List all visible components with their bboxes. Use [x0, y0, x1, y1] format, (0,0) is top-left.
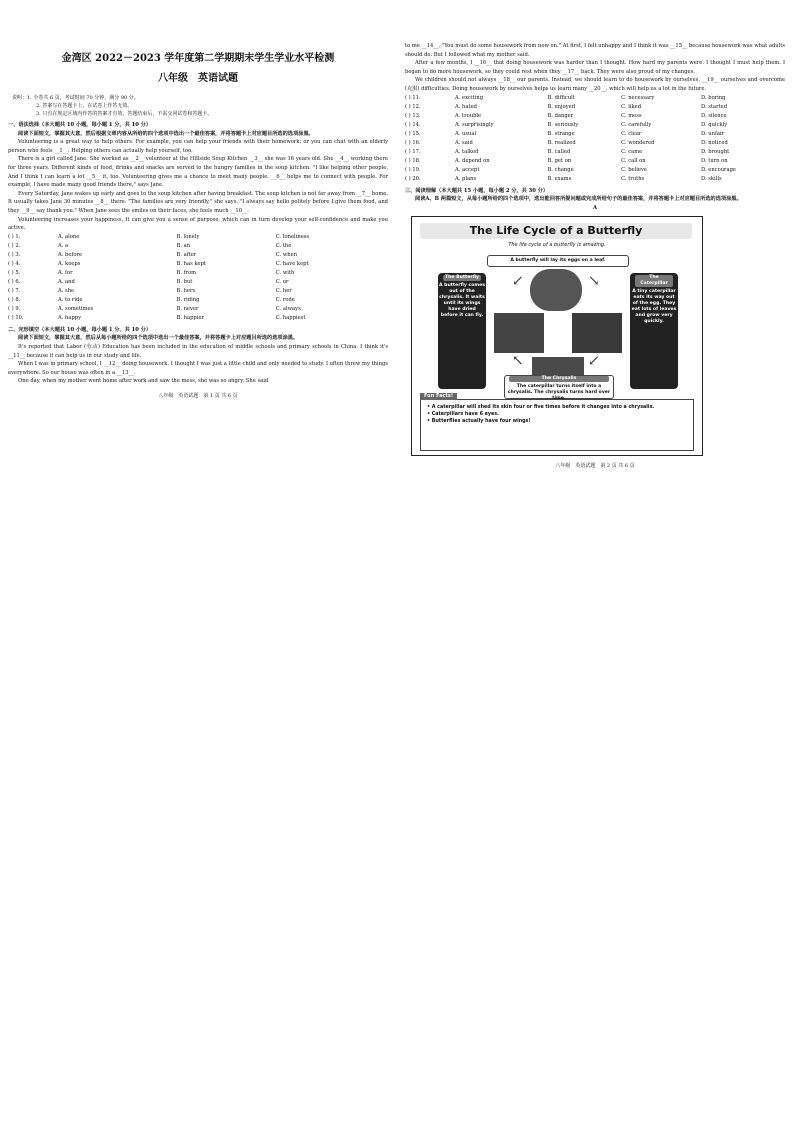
option-a: A. accept — [455, 166, 480, 173]
option-b: B. enjoyed — [547, 103, 576, 110]
option-b: B. seriously — [547, 121, 579, 128]
passage-paragraph: We children should not always __18__ our parents. Instead, we should learn to do housework by ourselves, __19__ ourselves and overcome (克服) difficulties. Doing housework by ourselves helps us learn many __20__, which will help us a lot in the future. — [405, 77, 785, 92]
option-a: A. before — [58, 251, 83, 258]
passage-paragraph: After a few months, I __16__ that doing housework was harder than I thought. How hard my parents were. I thought I must help them. I began to do more housework, so they could rest when they __17__ back. They were also proud of my changes. — [405, 60, 785, 75]
fun-fact: • Caterpillars have 6 eyes. — [427, 412, 499, 418]
option-c: C. loneliness — [275, 233, 310, 240]
passage-paragraph: It's reported that Labor (劳动) Education has been included in the education of middle schools and primary schools in China. I think it's __11__ because it can help us in our study and life. — [8, 343, 388, 359]
option-c: C. believe — [621, 166, 647, 173]
option-c: C. truths — [621, 175, 645, 182]
option-row — [8, 260, 388, 269]
question-number: ( ) 20. — [405, 175, 421, 182]
butterfly-stage-text: A butterfly comes out of the chrysalis. It waits until its wings have dried before it can fly. — [439, 283, 486, 319]
option-row — [8, 278, 388, 287]
section-2-options — [405, 94, 785, 184]
question-number: ( ) 15. — [405, 130, 421, 137]
option-c: C. rode — [275, 296, 295, 303]
exam-page-1 — [8, 42, 388, 400]
option-c: C. or — [275, 278, 289, 285]
option-row — [405, 94, 785, 103]
butterfly-infographic — [411, 216, 703, 456]
caterpillar-stage — [630, 273, 678, 389]
eggs-photo — [530, 269, 582, 311]
option-row — [8, 233, 388, 242]
question-number: ( ) 18. — [405, 157, 421, 164]
option-b: B. after — [176, 251, 197, 258]
question-number: ( ) 9. — [8, 305, 21, 312]
passage-paragraph: There is a girl called Jane. She worked as __2__ volunteer at the Hillside Soup Kitchen __3__ she was 16 years old. She __4__ working there for three years. Different kinds of food, drinks and snacks are served to the hungry families in the soup kitchen. "I like helping other people. And I think I can learn a lot __5__ it, too. Volunteering gives me a chance to meet many people. __6__ helps me to connect with people. For example, I have made many good friends there," says Jane. — [8, 156, 388, 189]
question-number: ( ) 16. — [405, 139, 421, 146]
option-b: B. change — [547, 166, 574, 173]
option-c: C. wondered — [621, 139, 655, 146]
passage-paragraph: Volunteering is a great way to help others. For example, you can help your friends with their homework; or you can chat with an elderly person who feels __1__. Helping others can actually help yourself, too. — [8, 139, 388, 154]
option-a: A. a — [58, 242, 69, 249]
passage-paragraph: When I was in primary school, I __12__ doing housework. I thought I was just a little child and only needed to study. I often threw my things everywhere. So our house was often in a __13__. — [8, 361, 388, 376]
option-b: B. but — [176, 278, 193, 285]
option-b: B. danger — [547, 112, 574, 119]
option-a: A. alone — [58, 233, 80, 240]
caterpillar-stage-label: The Caterpillar — [635, 275, 673, 287]
option-row — [405, 103, 785, 112]
option-a: A. said — [455, 139, 473, 146]
option-a: A. to ride — [58, 296, 83, 303]
option-a: A. she — [58, 287, 75, 294]
option-row — [405, 121, 785, 130]
caterpillar-photo — [572, 313, 622, 353]
arrow-icon: ↙ — [588, 353, 600, 370]
arrow-icon: ↘ — [588, 273, 600, 290]
option-c: C. necessary — [621, 94, 655, 101]
question-number: ( ) 14. — [405, 121, 421, 128]
section-2-title: 二、完形填空（本大题共 10 小题，每小题 1 分，共 10 分） — [8, 326, 152, 333]
option-c: C. her — [275, 287, 292, 294]
option-b: B. an — [176, 242, 191, 249]
option-c: C. call on — [621, 157, 646, 164]
option-c: C. with — [275, 269, 295, 276]
arrow-icon: ↖ — [512, 353, 524, 370]
option-b: B. realized — [547, 139, 576, 146]
option-c: C. carefully — [621, 121, 652, 128]
option-d: D. brought — [700, 148, 730, 155]
option-b: B. hers — [176, 287, 196, 294]
option-d: D. boring — [700, 94, 726, 101]
option-d: D. started — [700, 103, 728, 110]
eggs-caption: A butterfly will lay its eggs on a leaf. — [487, 255, 629, 267]
section-1-title: 一、语法选择（本大题共 10 小题，每小题 1 分，共 10 分） — [8, 122, 152, 128]
page-footer: 八年级 英语试题 第 1 页 共 6 页 — [158, 392, 238, 399]
caterpillar-stage-text: A tiny caterpillar eats its way out of the egg. They eat lots of leaves and grow very quickly. — [631, 289, 677, 325]
option-row — [8, 251, 388, 260]
section-3-title: 三、阅读理解（本大题共 15 小题，每小题 2 分，共 30 分） — [405, 187, 549, 194]
option-b: B. happier — [176, 314, 204, 321]
instructions — [12, 94, 388, 118]
option-d: D. unfair — [700, 130, 725, 137]
question-number: ( ) 2. — [8, 242, 21, 249]
option-c: C. when — [275, 251, 298, 258]
passage-paragraph: Every Saturday, Jane wakes up early and goes to the soup kitchen after having breakfast. The soup kitchen is not far away from __7__ home. It usually takes Jane 30 minutes __8__ there. "The families are very friendly," she says. "I always say hello politely before I give them food, and they __9__ say thank you." When Jane sees the smiles on their faces, she feels much __10__. — [8, 190, 388, 214]
option-row — [405, 112, 785, 121]
exam-subtitle: 八年级 英语试题 — [158, 73, 238, 84]
option-row — [8, 314, 388, 323]
option-row — [8, 287, 388, 296]
passage-paragraph: Volunteering increases your happiness. It can give you a sense of purpose, which can in turn develop your self-confidence and make you active. — [8, 216, 388, 232]
option-b: B. difficult — [547, 94, 575, 101]
question-number: ( ) 12. — [405, 103, 421, 110]
question-number: ( ) 8. — [8, 296, 21, 303]
option-b: B. called — [547, 148, 571, 155]
option-row — [8, 269, 388, 278]
question-number: ( ) 4. — [8, 260, 21, 267]
option-c: C. mess — [621, 112, 642, 119]
question-number: ( ) 17. — [405, 148, 421, 155]
arrow-icon: ↙ — [512, 273, 524, 290]
option-b: B. lonely — [176, 233, 200, 240]
option-row — [405, 148, 785, 157]
question-number: ( ) 3. — [8, 251, 21, 258]
question-number: ( ) 6. — [8, 278, 21, 285]
option-b: B. exams — [547, 175, 572, 182]
passage-paragraph: One day, when my mother went home after work and saw the mess, she was so angry. She said — [18, 378, 269, 385]
section-1-directions: 阅读下面短文，掌握其大意，然后根据文章内容从所给的四个选项中选出一个最佳答案，并将答题卡上对应题目所选的选项涂黑。 — [18, 130, 314, 137]
option-a: A. and — [58, 278, 75, 285]
chrysalis-stage-text: The caterpillar turns itself into a chrysalis. The chrysalis turns hard over time. — [507, 384, 611, 402]
option-row — [8, 242, 388, 251]
chrysalis-stage — [504, 375, 614, 402]
question-number: ( ) 10. — [8, 314, 24, 321]
option-c: C. the — [275, 242, 292, 249]
option-a: A. happy — [58, 314, 82, 321]
option-b: B. strange — [547, 130, 575, 137]
option-c: C. liked — [621, 103, 642, 110]
question-number: ( ) 13. — [405, 112, 421, 119]
exam-title: 金湾区 2022－2023 学年度第二学期期末学生学业水平检测 — [61, 53, 335, 64]
chrysalis-stage-label: The Chrysalis — [509, 376, 609, 382]
infographic-title: The Life Cycle of a Butterfly — [420, 223, 692, 239]
instruction-line: 说明：1. 全卷共 6 页，考试时间 70 分钟，满分 90 分。 — [12, 95, 139, 101]
instruction-line: 2. 答案写在答题卡上，在试卷上作答无效。 — [36, 103, 133, 109]
passage-paragraph: to me __14__, "You must do some housework from now on." At first, I felt unhappy and I think it was __15__ because housework was what adults should do. But I followed what my mother said. — [405, 43, 785, 58]
question-number: ( ) 11. — [405, 94, 421, 101]
page-footer: 八年级 英语试题 第 2 页 共 6 页 — [555, 463, 635, 470]
butterfly-photo — [494, 313, 544, 353]
option-d: D. encourage — [700, 166, 736, 173]
option-a: A. plans — [455, 175, 477, 182]
option-row — [405, 175, 785, 184]
butterfly-stage-label: The Butterfly — [444, 275, 480, 281]
option-b: B. never — [176, 305, 199, 312]
option-b: B. has kept — [176, 260, 207, 267]
option-d: D. skills — [700, 175, 722, 182]
option-row — [405, 157, 785, 166]
question-number: ( ) 7. — [8, 287, 21, 294]
option-a: A. exciting — [455, 94, 484, 101]
fun-fact: • A caterpillar will shed its skin four or five times before it changes into a chrysalis. — [427, 405, 655, 411]
question-number: ( ) 1. — [8, 233, 21, 240]
option-c: C. happiest — [275, 314, 306, 321]
infographic-subtitle: The life cycle of a butterfly is amazing. — [508, 242, 606, 249]
option-row — [8, 305, 388, 314]
option-d: D. silence — [700, 112, 727, 119]
butterfly-stage — [438, 273, 486, 389]
passage-label: A — [592, 204, 598, 211]
option-row — [8, 296, 388, 305]
option-row — [405, 130, 785, 139]
question-number: ( ) 19. — [405, 166, 421, 173]
option-a: A. sometimes — [58, 305, 94, 312]
option-b: B. riding — [176, 296, 200, 303]
option-a: A. depend on — [455, 157, 490, 164]
option-a: A. keeps — [58, 260, 81, 267]
section-2-directions: 阅读下面短文，掌握其大意，然后从每小题所给的四个选项中选出一个最佳答案，并将答题卡上对应题目所选的选项涂黑。 — [18, 335, 299, 342]
option-b: B. from — [176, 269, 197, 276]
fun-fact: • Butterflies actually have four wings! — [427, 419, 531, 425]
option-c: C. always — [275, 305, 301, 312]
option-d: D. noticed — [700, 139, 728, 146]
option-row — [405, 166, 785, 175]
option-a: A. talked — [455, 148, 479, 155]
option-a: A. trouble — [455, 112, 482, 119]
option-d: D. quickly — [700, 121, 728, 128]
option-a: A. usual — [455, 130, 477, 137]
option-a: A. surprisingly — [455, 121, 494, 128]
option-c: C. have kept — [275, 260, 309, 267]
exam-page-2 — [405, 42, 785, 471]
section-3-directions: 阅读A、B 两篇短文，从每小题所给的四个选项中，选出能回答所提问题或完成所给句子的最佳答案，并将答题卡上对应题目所选的选项涂黑。 — [415, 196, 742, 203]
instruction-line: 3. 只有在规定区域内作答的答案才有效，答题结束后，不需交回试卷和答题卡。 — [36, 111, 213, 117]
option-b: B. get on — [547, 157, 572, 164]
option-a: A. for — [58, 269, 73, 276]
option-a: A. hated — [455, 103, 477, 110]
option-d: D. turn on — [700, 157, 728, 164]
fun-facts-title: Fun Facts! — [420, 393, 457, 400]
question-number: ( ) 5. — [8, 269, 21, 276]
option-c: C. clear — [621, 130, 642, 137]
option-row — [405, 139, 785, 148]
section-1-options — [8, 233, 388, 323]
option-c: C. came — [621, 148, 643, 155]
